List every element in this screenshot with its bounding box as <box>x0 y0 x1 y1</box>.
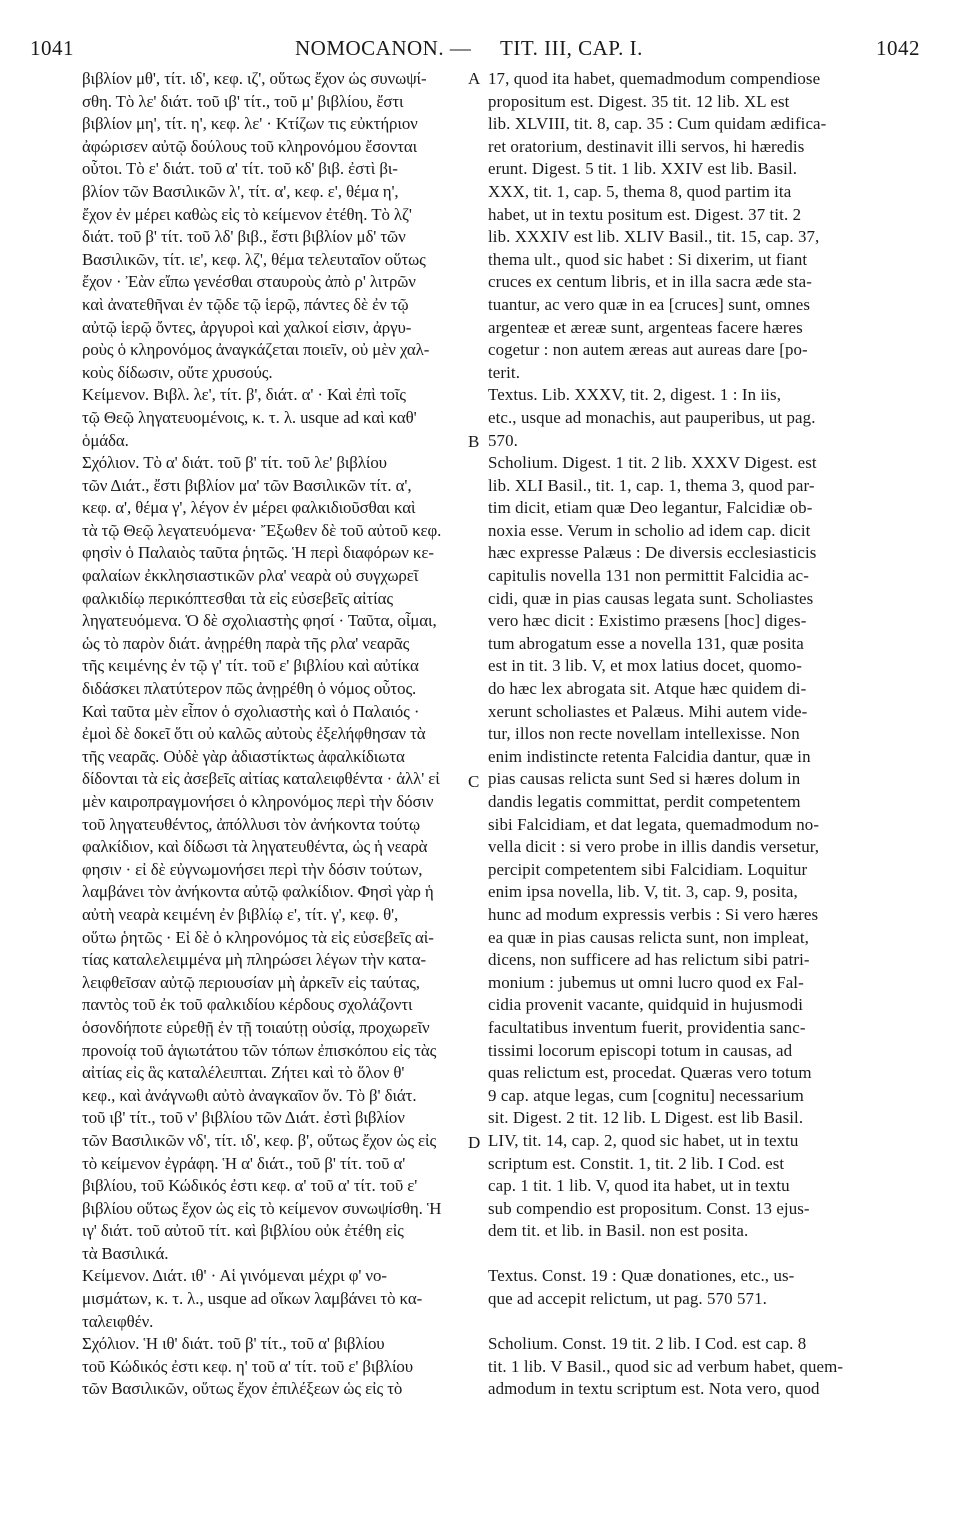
greek-text-line: αὐτὴ νεαρὰ κειμένη ἐν βιβλίῳ ε', τίτ. γ', κεφ. θ', <box>82 904 399 924</box>
latin-column <box>488 68 922 1401</box>
latin-text-line: erunt. Digest. 5 tit. 1 lib. XXIV est lib. Basil. <box>488 159 798 179</box>
greek-text-line: φαλκίδιον, καὶ δίδωσι τὰ ληγατευθέντα, ὡς ἡ νεαρὰ <box>82 837 428 857</box>
latin-text-line: LIV, tit. 14, cap. 2, quod sic habet, ut in textu <box>488 1130 799 1150</box>
latin-text-line: percipit competentem sibi Falcidiam. Loquitur <box>488 859 808 879</box>
greek-text-line: τῷ Θεῷ ληγατευομένοις, κ. τ. λ. usque ad καὶ καθ' <box>82 407 417 427</box>
latin-text-line: argenteæ et æreæ sunt, argenteas facere hæres <box>488 317 803 337</box>
greek-text-line: ταλειφθέν. <box>82 1311 154 1331</box>
latin-text-line: enim ipsa novella, lib. V, tit. 3, cap. 9, posita, <box>488 882 798 902</box>
greek-text-line: βλίον τῶν Βασιλικῶν λ', τίτ. α', κεφ. ε', θέμα η', <box>82 181 399 201</box>
greek-text-line: λειφθεῖσαν αὐτῷ περιουσίαν μὴ ἀρκεῖν εἰς ταύτας, <box>82 972 420 992</box>
greek-text-line: φησὶν ὁ Παλαιὸς ταῦτα ῥητῶς. Ἡ περὶ διαφόρων κε- <box>82 543 434 563</box>
latin-text-line: capitulis novella 131 non permittit Falcidia ac- <box>488 566 809 586</box>
running-header <box>30 36 920 58</box>
greek-text-line: ἔχον · Ἐὰν εἴπω γενέσθαι σταυροὺς ἀπὸ ρ' λιτρῶν <box>82 272 416 292</box>
latin-text-line: hunc ad modum expressis verbis : Si vero hæres <box>488 904 819 924</box>
latin-text-line: lib. XLI Basil., tit. 1, cap. 1, thema 3, quod par- <box>488 475 815 495</box>
latin-text-line: lib. XXXIV est lib. XLIV Basil., tit. 15, cap. 37, <box>488 227 820 247</box>
latin-text-line: dandis legatis committat, perdit competentem <box>488 792 801 811</box>
greek-text-line: κεφ., καὶ ἀνάγνωθι αὐτὸ ἀναγκαῖον ὄν. Τὸ β' διάτ. <box>82 1085 417 1105</box>
latin-text-line: sibi Falcidiam, et dat legata, quemadmodum no- <box>488 814 820 834</box>
latin-text-line: sit. Digest. 2 tit. 12 lib. L Digest. est lib Basil. <box>488 1108 804 1128</box>
greek-text-line: Κείμενον. Διάτ. ιθ' · Αἱ γινόμεναι μέχρι φ' νο- <box>82 1266 387 1286</box>
greek-text-line: τὸ κείμενον ἐγράφη. Ἡ α' διάτ., τοῦ β' τίτ. τοῦ α' <box>82 1153 406 1173</box>
latin-text-line: admodum in textu scriptum est. Nota vero, quod <box>488 1379 820 1399</box>
greek-text-line: βιβλίον μη', τίτ. η', κεφ. λε' · Κτίζων τις εὐκτήριον <box>82 114 418 134</box>
latin-text-line: cidi, quæ in pias causas legata sunt. Scholiastes <box>488 588 814 608</box>
greek-text-line: Σχόλιον. Τὸ α' διάτ. τοῦ β' τίτ. τοῦ λε' βιβλίου <box>82 453 387 473</box>
greek-text-line: μὲν καιροπραγμονήσει ὁ κληρονόμος περὶ τὴν δόσιν <box>82 792 434 811</box>
latin-text-line: scriptum est. Constit. 1, tit. 2 lib. I Cod. est <box>488 1153 785 1173</box>
greek-text-line: τοῦ Κώδικός ἐστι κεφ. η' τοῦ α' τίτ. τοῦ ε' βιβλίου <box>82 1356 414 1376</box>
greek-text-line: καὶ ἀνατεθῆναι ἐν τῷδε τῷ ἱερῷ, πάντες δὲ ἐν τῷ <box>82 294 409 314</box>
latin-text-line: monium : jubemus ut omni lucro quod ex Fal- <box>488 972 804 992</box>
greek-text-line: Σχόλιον. Ἡ ιθ' διάτ. τοῦ β' τίτ., τοῦ α' βιβλίου <box>82 1334 385 1354</box>
latin-text-line: cruces ex centum libris, et in illa sacra æde sta- <box>488 272 812 292</box>
latin-text-line: tuantur, ac vero quæ in ea [cruces] sunt, omnes <box>488 294 811 314</box>
latin-text-line: Scholium. Const. 19 tit. 2 lib. I Cod. est cap. 8 <box>488 1334 807 1354</box>
greek-text-line: ὁμάδα. <box>82 430 129 450</box>
latin-text-line: XXX, tit. 1, cap. 5, thema 8, quod partim ita <box>488 181 792 201</box>
greek-text-line: φησιν · εἰ δὲ εὐγνωμονήσει περὶ τὴν δόσιν τούτων, <box>82 859 423 879</box>
latin-text-line: dem tit. et lib. in Basil. non est posita. <box>488 1221 749 1241</box>
greek-text-line: κεφ. α', θέμα γ', λέγον ἐν μέρει φαλκιδιοῦσθαι καὶ <box>82 498 416 518</box>
latin-text-line: tissimi locorum episcopi totum in causas, ad <box>488 1040 793 1060</box>
greek-text-line: λαμβάνει τὸν ἀνήκοντα αὐτῷ φαλκίδιον. Φησὶ γὰρ ἡ <box>82 882 434 902</box>
greek-text-line: ληγατευόμενα. Ὁ δὲ σχολιαστὴς φησί · Ταῦτα, οἶμαι, <box>82 611 437 631</box>
greek-text-line: ὡς τὸ παρὸν διάτ. ἀνῃρέθη παρὰ τῆς ρλα' νεαρᾶς <box>82 633 410 653</box>
greek-text-line: ἀφώρισεν αὐτῷ δούλους τοῦ κληρονόμου ἔσονται <box>82 136 418 156</box>
greek-text-line: τὰ τῷ Θεῷ λεγατευόμενα· Ἔξωθεν δὲ τοῦ αὐτοῦ κεφ. <box>82 520 442 540</box>
latin-text-line: terit. <box>488 362 521 382</box>
greek-text-line: ἐμοὶ δὲ δοκεῖ ὅτι οὐ καλῶς αὐτοὺς ἐξελήφθησαν τὰ <box>82 724 426 744</box>
margin-marker-d: D <box>468 1133 481 1152</box>
greek-text-line: ἔχον ἐν μέρει καθὼς εἰς τὸ κείμενον ἐτέθη. Τὸ λζ' <box>82 204 412 224</box>
latin-text-line <box>488 1243 922 1266</box>
greek-column <box>82 68 480 1401</box>
greek-text-line: οὕτω ῥητῶς · Εἰ δὲ ὁ κληρονόμος τὰ εἰς εὐσεβεῖς αἰ- <box>82 927 434 947</box>
latin-text-line: propositum est. Digest. 35 tit. 12 lib. XL est <box>488 91 790 111</box>
greek-text-line: τῶν Διάτ., ἔστι βιβλίον μα' τῶν Βασιλικῶν τίτ. α', <box>82 475 412 495</box>
latin-text-line: etc., usque ad monachis, aut pauperibus, ut pag. <box>488 407 816 427</box>
latin-text-line: 9 cap. atque legas, cum [cognitu] necessarium <box>488 1085 804 1105</box>
greek-text-line: τοῦ ιβ' τίτ., τοῦ ν' βιβλίου τῶν Διάτ. ἐστὶ βιβλίον <box>82 1108 405 1128</box>
latin-text-line: facultatibus inventum fuerit, providentia sanc- <box>488 1017 806 1037</box>
latin-text-line: quas relictum est, procedat. Quæras vero totum <box>488 1063 812 1083</box>
latin-text-line: cidia provenit vacante, quidquid in hujusmodi <box>488 995 804 1015</box>
latin-text-line <box>488 1311 922 1334</box>
greek-text-line: προνοίᾳ τοῦ ἁγιωτάτου τῶν τόπων ἐπισκόπου εἰς τὰς <box>82 1040 437 1060</box>
latin-text-line: Scholium. Digest. 1 tit. 2 lib. XXXV Digest. est <box>488 453 817 473</box>
header-title-right: TIT. III, CAP. I. <box>500 36 643 60</box>
margin-marker-b: B <box>468 432 480 451</box>
latin-text-line: do hæc lex abrogata sit. Atque hæc quidem di- <box>488 679 807 699</box>
latin-text-line: cap. 1 tit. 1 lib. V, quod ita habet, ut in textu <box>488 1176 790 1196</box>
latin-text-line: que ad accepit relictum, ut pag. 570 571. <box>488 1289 767 1309</box>
latin-text-line: vero hæc dicit : Existimo præsens [hoc] diges- <box>488 611 807 631</box>
latin-text-line: sub compendio est propositum. Const. 13 ejus- <box>488 1198 810 1218</box>
greek-text-line: Βασιλικῶν, τίτ. ιε', κεφ. λζ', θέμα τελευταῖον οὕτως <box>82 249 426 269</box>
latin-text-line: 17, quod ita habet, quemadmodum compendiose <box>488 69 821 88</box>
greek-text-line: φαλκιδίῳ περικόπτεσθαι τὰ εἰς εὐσεβεῖς αἰτίας <box>82 588 393 608</box>
greek-text-line: διάτ. τοῦ β' τίτ. τοῦ λδ' βιβ., ἔστι βιβλίον μδ' τῶν <box>82 227 406 247</box>
latin-text-line: noxia esse. Verum in scholio ad idem cap. dicit <box>488 520 811 540</box>
greek-text-line: διδάσκει πλατύτερον πῶς ἀνῃρέθη ὁ νόμος οὗτος. <box>82 679 417 699</box>
greek-text-line: τίας καταλελειμμένα μὴ πληρώσει λέγων τὴν κατα- <box>82 950 426 970</box>
greek-text-line: τῶν Βασιλικῶν νδ', τίτ. ιδ', κεφ. β', οὕτως ἔχον ὡς εἰς <box>82 1130 437 1150</box>
latin-text-line: habet, ut in textu positum est. Digest. 37 tit. 2 <box>488 204 802 224</box>
latin-text-line: ret oratorium, destinavit illi servos, hi hæredis <box>488 136 805 156</box>
latin-text-line: tit. 1 lib. V Basil., quod sic ad verbum habet, quem- <box>488 1356 844 1376</box>
greek-text-line: κοὺς δίδωσιν, οὔτε χρυσούς. <box>82 362 273 382</box>
latin-text-line: dicens, non sufficere ad has relictum sibi patri- <box>488 950 810 970</box>
margin-marker-c: C <box>468 772 480 791</box>
latin-text-line: Textus. Const. 19 : Quæ donationes, etc., us- <box>488 1266 795 1286</box>
latin-text-line: vella dicit : si vero probe in illis dandis versetur, <box>488 837 820 857</box>
greek-text-line: ὁσονδήποτε εὑρεθῇ ἐν τῇ τοιαύτῃ οὐσίᾳ, προχωρεῖν <box>82 1017 430 1037</box>
latin-text-line: 570. <box>488 430 518 450</box>
greek-text-line: δίδονται τὰ εἰς ἀσεβεῖς αἰτίας καταλειφθέντα · ἀλλ' εἰ <box>82 769 440 789</box>
latin-text-line: ea quæ in pias causas relicta sunt, non impleat, <box>488 927 809 947</box>
latin-text-line: xerunt scholiastes et Palæus. Mihi autem vide- <box>488 701 808 721</box>
greek-text-line: βιβλίου, τοῦ Κώδικός ἐστι κεφ. α' τοῦ α' τίτ. τοῦ ε' <box>82 1176 418 1196</box>
greek-text-line: Καὶ ταῦτα μὲν εἶπον ὁ σχολιαστὴς καὶ ὁ Παλαιός · <box>82 701 420 721</box>
greek-text-line: παντὸς τοῦ ἐκ τοῦ φαλκιδίου κέρδους σχολάζοντι <box>82 995 413 1015</box>
greek-text-line: βιβλίου οὕτως ἔχον ὡς εἰς τὸ κείμενον συνωψίσθη. Ἡ <box>82 1198 442 1218</box>
greek-text-line: σθη. Τὸ λε' διάτ. τοῦ ιβ' τίτ., τοῦ μ' βιβλίου, ἔστι <box>82 91 404 111</box>
latin-text-line: enim indistincte retenta Falcidia dantur, quæ in <box>488 746 811 766</box>
greek-text-line: οὗτοι. Τὸ ε' διάτ. τοῦ α' τίτ. τοῦ κδ' βιβ. ἐστὶ βι- <box>82 159 398 179</box>
greek-text-line: τῆς νεαρᾶς. Οὐδὲ γὰρ ἀδιαστίκτως ἀφαλκίδιωτα <box>82 746 405 766</box>
greek-text-line: ροὺς ὁ κληρονόμος ἀναγκάζεται ποιεῖν, οὐ μὲν χαλ- <box>82 340 430 360</box>
greek-text-line: τοῦ ληγατευθέντος, ἀπόλλυσι τὸν ἀνήκοντα τούτῳ <box>82 814 420 834</box>
latin-text-line: hæc expresse Palæus : De diversis ecclesiasticis <box>488 543 817 563</box>
latin-text-line: tur, illos non recte novellam intellexisse. Non <box>488 724 800 744</box>
latin-text-line: est in tit. 3 lib. V, et mox latius docet, quomo- <box>488 656 802 676</box>
greek-text-line: αἰτίας εἰς ἃς καταλέλειπται. Ζήτει καὶ τὸ ὅλον θ' <box>82 1063 405 1083</box>
greek-text-line: ιγ' διάτ. τοῦ αὐτοῦ τίτ. καὶ βιβλίου οὐκ ἐτέθη εἰς <box>82 1221 404 1241</box>
latin-text-line: tum abrogatum esse a novella 131, quæ posita <box>488 633 804 653</box>
greek-text-line: τῶν Βασιλικῶν, οὕτως ἔχον ἐπιλέξεων ὡς εἰς τὸ <box>82 1379 403 1399</box>
latin-text-line: cogetur : non autem æreas aut aureas dare [po- <box>488 340 808 360</box>
latin-text-line: Textus. Lib. XXXV, tit. 2, digest. 1 : In iis, <box>488 385 782 405</box>
greek-text-line: αὐτῷ ἱερῷ ὄντες, ἀργυροὶ καὶ χαλκοί εἰσιν, ἀργυ- <box>82 317 412 337</box>
page-number-right: 1042 <box>876 36 920 60</box>
latin-text-line: lib. XLVIII, tit. 8, cap. 35 : Cum quidam ædifica- <box>488 114 827 134</box>
greek-text-line: τὰ Βασιλικά. <box>82 1243 169 1263</box>
greek-text-line: βιβλίον μθ', τίτ. ιδ', κεφ. ιζ', οὕτως ἔχον ὡς συνωψί- <box>82 69 427 88</box>
page-number-left: 1041 <box>30 36 74 60</box>
greek-text-line: μισμάτων, κ. τ. λ., usque ad οἴκων λαμβάνει τὸ κα- <box>82 1289 423 1309</box>
greek-text-line: τῆς κειμένης ἐν τῷ γ' τίτ. τοῦ ε' βιβλίου καὶ αὐτίκα <box>82 656 419 676</box>
latin-text-line: thema ult., quod sic habet : Si dixerim, ut fiant <box>488 249 808 269</box>
greek-text-line: φαλαίων ἐκκλησιαστικῶν ρλα' νεαρὰ οὐ συγχωρεῖ <box>82 566 419 586</box>
margin-marker-a: A <box>468 69 481 88</box>
latin-text-line: tim dicit, etiam quæ Deo legantur, Falcidiæ ob- <box>488 498 813 518</box>
greek-text-line: Κείμενον. Βιβλ. λε', τίτ. β', διάτ. α' · Καὶ ἐπὶ τοῖς <box>82 385 406 405</box>
latin-text-line: pias causas relicta sunt Sed si hæres dolum in <box>488 769 801 789</box>
header-title-left: NOMOCANON. — <box>295 36 472 60</box>
